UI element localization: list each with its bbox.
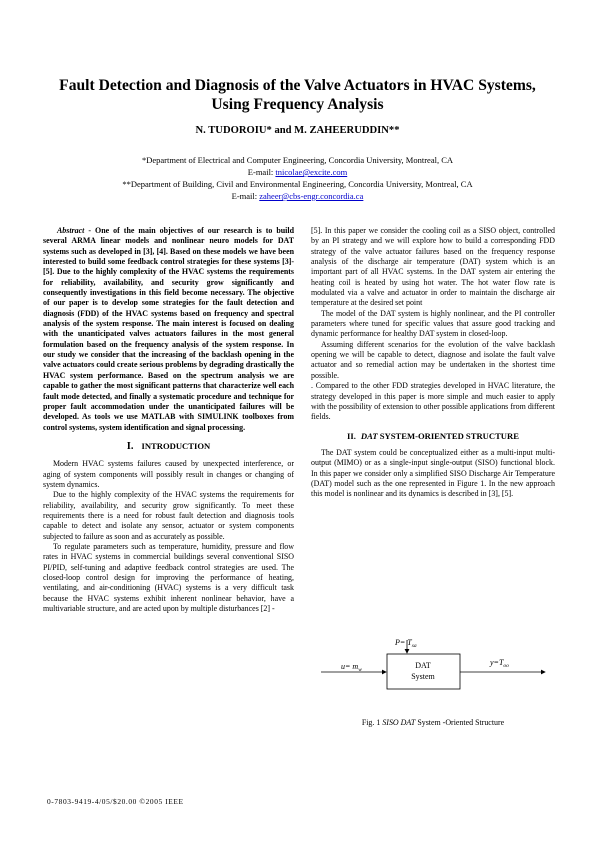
email-label-2: E-mail:: [231, 191, 260, 201]
intro-paragraph-1: Modern HVAC systems failures caused by unexpected interference, or aging of system components will possibly result in changes or changing of system dynamics.: [43, 459, 294, 489]
authors: N. TUDOROIU* and M. ZAHEERUDDIN**: [195, 125, 400, 136]
affiliation-1: *Department of Electrical and Computer Engineering, Concordia University, Montreal, CA: [141, 155, 454, 165]
caption-prefix: Fig. 1: [361, 718, 383, 727]
right-paragraph-4: . Compared to the other FDD strategies developed in HVAC literature, the strategy developed in this paper is more simple and much easier to apply with the possibility of extension to other possible applications from different fields.: [311, 381, 555, 422]
disturbance-label: $P= T_{sa}$: [395, 638, 417, 649]
email-link-2[interactable]: zaheer@cbs-engr.concordia.ca: [259, 191, 364, 201]
input-label: $u= m_w$: [341, 662, 362, 673]
title-line-1: Fault Detection and Diagnosis of the Valve Actuators in HVAC Systems,: [59, 77, 536, 94]
section-2-heading: [311, 431, 555, 441]
right-paragraph-1: [5]. In this paper we consider the cooling coil as a SISO object, controlled by an PI strategy and we will explore how to build a corresponding FDD strategy of the valve actuator failures based on the frequency response analysis of the discharge air temperature (DAT) system which is an important part of all HVAC systems. In the DAT system air entering the heating coil is heated by using hot water. The hot water flow rate is modulated via a valve and actuator in order to maintain the discharge air temperature at the desired set point: [311, 226, 555, 308]
abstract-label: Abstract: [57, 226, 85, 235]
section-1-number: I.: [126, 440, 134, 452]
right-column: [311, 226, 555, 500]
email-line-2: [0, 191, 595, 203]
output-label: $y=T_{oo}$: [490, 658, 509, 669]
block-label-line-1: DAT: [415, 661, 431, 670]
right-paragraph-3: Assuming different scenarios for the evolution of the valve backlash opening we will be capable to detect, diagnose and isolate the fault valve actuator and so remedial action may be undertaken in the shortest time possible.: [311, 339, 555, 380]
section-2-title-em: DAT: [360, 430, 378, 441]
section-1-title: INTRODUCTION: [141, 440, 211, 451]
section-2-paragraph-1: The DAT system could be conceptualized either as a multi-input multi-output (MIMO) or as a single-input single-output (SISO) functional block. In this paper we consider only a simplified SISO Discharge Air Temperature (DAT) model such as the one represented in Figure 1. In the new approach this model is nonlinear and its dynamics is described in [3], [5].: [311, 447, 555, 499]
block-label-line-2: System: [411, 672, 435, 681]
abstract: [43, 226, 294, 433]
right-paragraph-2: The model of the DAT system is highly nonlinear, and the PI controller parameters where tuned for specific values that assure good tracking and dynamic performance for healthy DAT system in closed-loop.: [311, 308, 555, 339]
left-column: [43, 226, 294, 614]
affiliation-2: **Department of Building, Civil and Environmental Engineering, Concordia University, Montreal, CA: [122, 179, 473, 189]
copyright-footer: 0-7803-9419-4/05/$20.00 ©2005 IEEE: [47, 797, 184, 806]
section-2-title: SYSTEM-ORIENTED STRUCTURE: [377, 430, 519, 441]
paper-title: [30, 76, 565, 114]
email-line-1: [0, 167, 595, 179]
figure-1-diagram: [311, 632, 555, 722]
intro-paragraph-3: To regulate parameters such as temperature, humidity, pressure and flow rates in HVAC systems in commercial buildings several conventional SISO PI/PID, self-tuning and adaptive feedback control strategies are used. The closed-loop control design for improving the performance of heating, ventilating, and air-conditioning (HVAC) systems is a very difficult task because the HVAC systems exhibit inherent nonlinear behavior, have a multivariable structure, and are acted upon by multiple disturbances [2] -: [43, 541, 294, 614]
email-label-1: E-mail:: [247, 167, 276, 177]
figure-1-caption: [311, 718, 555, 727]
caption-rest: System -Oriented Structure: [415, 718, 505, 727]
section-2-number: II.: [347, 430, 356, 441]
caption-em: SISO DAT: [382, 718, 416, 727]
abstract-text: - One of the main objectives of our research is to build several ARMA linear models and nonlinear neuro models for DAT systems such as developed in [3], [4]. Based on these models we have been interested to build some feedback control strategies for these systems [3]-[5]. Due to the highly complexity of the HVAC systems the requirements for reliability, availability, and security grow significantly and consequently investigations in this field become necessary. The objective of our paper is to develop some strategies for the fault detection and diagnosis (FDD) of the HVAC systems based on frequency and spectral analysis of the system response. The main interest is focused on dealing with the unanticipated valves actuators failures in the most general formulation based on the frequency analysis of the system response. In our study we consider that the increasing of the backlash opening in the valve actuators could create serious problems by degrading drastically the HVAC system performance. Based on the spectrum analysis we are capable to gather the most significant patterns that characterize well each fault mode detected, and finally a systematic procedure and technique for proper fault accommodation under the unanticipated failures will be developed. As tools we use MATLAB with SIMULINK toolboxes from control systems, system identification and signal processing.: [43, 226, 294, 432]
section-1-heading: [43, 441, 294, 452]
title-line-2: Using Frequency Analysis: [211, 96, 384, 113]
email-link-1[interactable]: tnicolae@excite.com: [275, 167, 348, 177]
intro-paragraph-2: Due to the highly complexity of the HVAC systems the requirements for reliability, availability, and security grow significantly. To meet these requirements there is a need for robust fault detection and diagnosis tools capable to detect and isolate any sensor, actuator or system components subjected to failure as soon and as accurately as possible.: [43, 490, 294, 541]
